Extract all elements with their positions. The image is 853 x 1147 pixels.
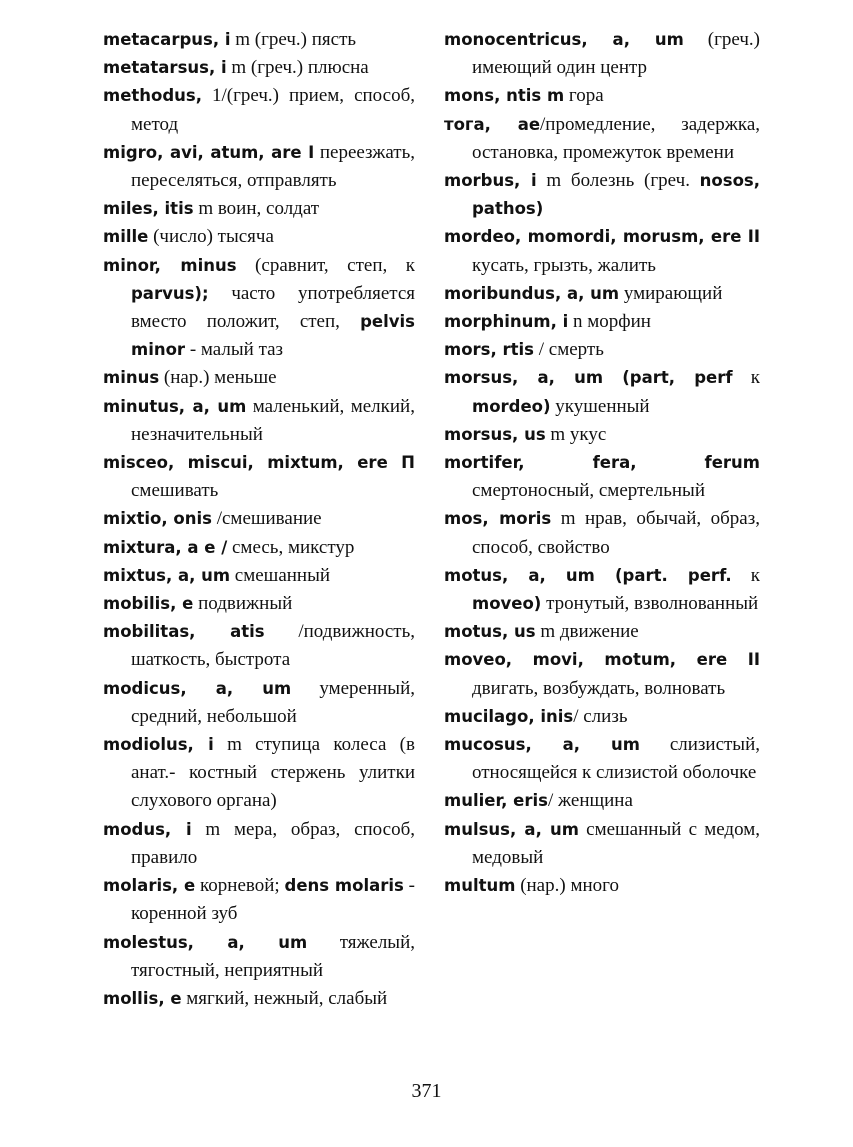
- headword: тога, ae: [444, 114, 541, 134]
- dictionary-entry: [444, 449, 760, 505]
- left-column: [103, 26, 415, 1013]
- headword: morbus, i: [444, 171, 537, 191]
- headword: mollis, e: [103, 988, 182, 1008]
- definition: кусать, грызть, жалить: [472, 254, 656, 276]
- definition: умирающий: [619, 282, 723, 304]
- dictionary-entry: [444, 562, 760, 618]
- definition: m (греч.) пясть: [230, 29, 357, 50]
- headword: mixtura, a e /: [103, 537, 228, 557]
- definition: маленький, мелкий, незначительный: [131, 395, 415, 445]
- headword: mons, ntis m: [444, 86, 565, 106]
- dictionary-entry: [103, 82, 415, 138]
- headword: mulsus, a, um: [444, 819, 579, 839]
- dictionary-entry: [103, 54, 415, 82]
- headword: miles, itis: [103, 199, 194, 219]
- page-number: 371: [411, 1080, 442, 1102]
- dictionary-entry: [103, 731, 415, 816]
- headword: modus, i: [103, 819, 192, 839]
- dictionary-entry: [103, 534, 415, 562]
- headword: parvus);: [131, 283, 209, 303]
- headword: moribundus, a, um: [444, 283, 620, 303]
- headword: mixtus, a, um: [103, 565, 231, 585]
- headword: mucilago, inis: [444, 706, 574, 726]
- headword: modiolus, i: [103, 735, 214, 755]
- definition: m укус: [545, 423, 607, 445]
- headword: motus, us: [444, 622, 536, 642]
- headword: mordeo): [472, 396, 551, 416]
- definition: переезжать, переселяться, отправлять: [131, 141, 415, 192]
- definition: (сравнит, степ, к: [236, 254, 415, 276]
- headword: methodus,: [103, 86, 202, 106]
- headword: migro, avi, atum, are I: [103, 142, 315, 162]
- definition: двигать, возбуждать, волновать: [472, 677, 726, 699]
- headword: minutus, a, um: [103, 396, 247, 416]
- definition: корневой;: [195, 875, 285, 897]
- headword: mobilitas, atis: [103, 622, 265, 642]
- headword: molaris, e: [103, 876, 196, 896]
- definition: тяжелый, тягостный, неприятный: [131, 931, 415, 981]
- dictionary-entry: [444, 336, 760, 364]
- dictionary-entry: [103, 562, 415, 590]
- definition: /промедление, задержка, остановка, промежуток времени: [472, 113, 760, 163]
- dictionary-entry: [103, 872, 415, 928]
- dictionary-entry: [444, 26, 760, 82]
- dictionary-entry: [444, 618, 760, 646]
- dictionary-entry: [103, 449, 415, 505]
- headword: mobilis, e: [103, 594, 194, 614]
- definition: гора: [564, 85, 604, 107]
- definition: m (греч.) плюсна: [226, 57, 369, 79]
- dictionary-entry: [444, 703, 760, 731]
- headword: mulier, eris: [444, 791, 548, 811]
- definition: / смерть: [534, 339, 604, 361]
- dictionary-entry: [103, 252, 415, 365]
- definition: смертоносный, смертельный: [472, 480, 705, 502]
- headword: moveo): [472, 594, 542, 614]
- dictionary-entry: [103, 505, 415, 533]
- dictionary-entry: [444, 787, 760, 815]
- definition: к: [732, 367, 760, 389]
- definition: к: [731, 564, 760, 586]
- definition: m мера, образ, способ, правило: [131, 818, 415, 868]
- headword: mordeo, momordi, morusm, ere II: [444, 227, 760, 247]
- definition: смешивать: [131, 480, 219, 502]
- dictionary-entry: [103, 364, 415, 392]
- dictionary-entry: [444, 308, 760, 336]
- headword: metatarsus, i: [103, 58, 227, 78]
- headword: mille: [103, 227, 149, 247]
- headword: metacarpus, i: [103, 30, 231, 49]
- dictionary-entry: [444, 167, 760, 223]
- headword: morsus, a, um (part, perf: [444, 368, 733, 388]
- definition: m воин, солдат: [193, 198, 320, 220]
- definition: (нар.) меньше: [159, 367, 277, 389]
- dictionary-entry: [103, 26, 415, 54]
- headword: mos, moris: [444, 509, 552, 529]
- headword: mortifer, fera, ferum: [444, 453, 760, 473]
- headword: dens molaris: [284, 876, 404, 896]
- dictionary-entry: [444, 816, 760, 872]
- dictionary-entry: [103, 985, 415, 1013]
- dictionary-entry: [103, 195, 415, 223]
- dictionary-entry: [103, 675, 415, 731]
- dictionary-entry: [444, 646, 760, 702]
- headword: minus: [103, 368, 160, 388]
- definition: m болезнь (греч.: [536, 170, 700, 192]
- definition: / женщина: [547, 790, 633, 812]
- definition: - коренной зуб: [131, 875, 416, 925]
- dictionary-entry: [103, 929, 415, 985]
- definition: слизистый, относящейся к слизистой оболочке: [472, 734, 760, 784]
- dictionary-entry: [103, 139, 415, 195]
- definition: мягкий, нежный, слабый: [181, 987, 388, 1009]
- headword: multum: [444, 876, 516, 896]
- headword: morsus, us: [444, 424, 546, 444]
- headword: motus, a, um (part. perf.: [444, 565, 732, 585]
- headword: nosos, pathos): [472, 171, 760, 219]
- headword: minor, minus: [103, 255, 237, 275]
- definition: подвижный: [193, 593, 293, 615]
- dictionary-entry: [103, 393, 415, 449]
- definition: укушенный: [550, 395, 650, 417]
- definition: m движение: [535, 621, 639, 643]
- definition: /смешивание: [211, 508, 322, 530]
- dictionary-entry: [103, 223, 415, 251]
- dictionary-entry: [444, 872, 760, 900]
- dictionary-entry: [444, 731, 760, 787]
- headword: misceo, miscui, mixtum, ere П: [103, 453, 415, 473]
- definition: n морфин: [568, 311, 651, 333]
- headword: mixtio, onis: [103, 509, 212, 529]
- definition: часто употребляется вместо положит, степ,: [131, 282, 415, 333]
- headword: monocentricus, a, um: [444, 30, 684, 49]
- definition: /подвижность, шаткость, быстрота: [131, 621, 415, 671]
- definition: смесь, микстур: [227, 536, 355, 558]
- dictionary-entry: [444, 505, 760, 561]
- dictionary-entry: [103, 816, 415, 872]
- definition: m нрав, обычай, образ, способ, свойство: [472, 508, 760, 558]
- definition: смешанный: [230, 564, 331, 586]
- headword: moveo, movi, motum, ere II: [444, 650, 760, 670]
- headword: pelvis minor: [131, 312, 415, 360]
- dictionary-entry: [444, 223, 760, 279]
- dictionary-entry: [444, 280, 760, 308]
- definition: m ступица колеса (в анат.- костный стержень улитки слухового органа): [131, 734, 415, 812]
- definition: (греч.) имеющий один центр: [472, 29, 760, 79]
- definition: тронутый, взволнованный: [541, 593, 759, 615]
- headword: morphinum, i: [444, 312, 569, 332]
- headword: molestus, a, um: [103, 932, 308, 952]
- definition: умеренный, средний, небольшой: [131, 677, 415, 727]
- definition: (число) тысяча: [148, 226, 274, 248]
- definition: 1/(греч.) прием, способ, метод: [131, 85, 415, 135]
- headword: mors, rtis: [444, 340, 535, 360]
- dictionary-entry: [103, 590, 415, 618]
- headword: mucosus, a, um: [444, 735, 640, 755]
- dictionary-entry: [103, 618, 415, 674]
- definition: смешанный с медом, медовый: [472, 818, 760, 868]
- dictionary-entry: [444, 82, 760, 110]
- dictionary-entry: [444, 111, 760, 167]
- dictionary-entry: [444, 364, 760, 420]
- definition: / слизь: [573, 705, 628, 727]
- right-column: [444, 26, 760, 900]
- headword: modicus, a, um: [103, 678, 292, 698]
- definition: - малый таз: [185, 339, 284, 361]
- dictionary-entry: [444, 421, 760, 449]
- definition: (нар.) много: [515, 875, 619, 897]
